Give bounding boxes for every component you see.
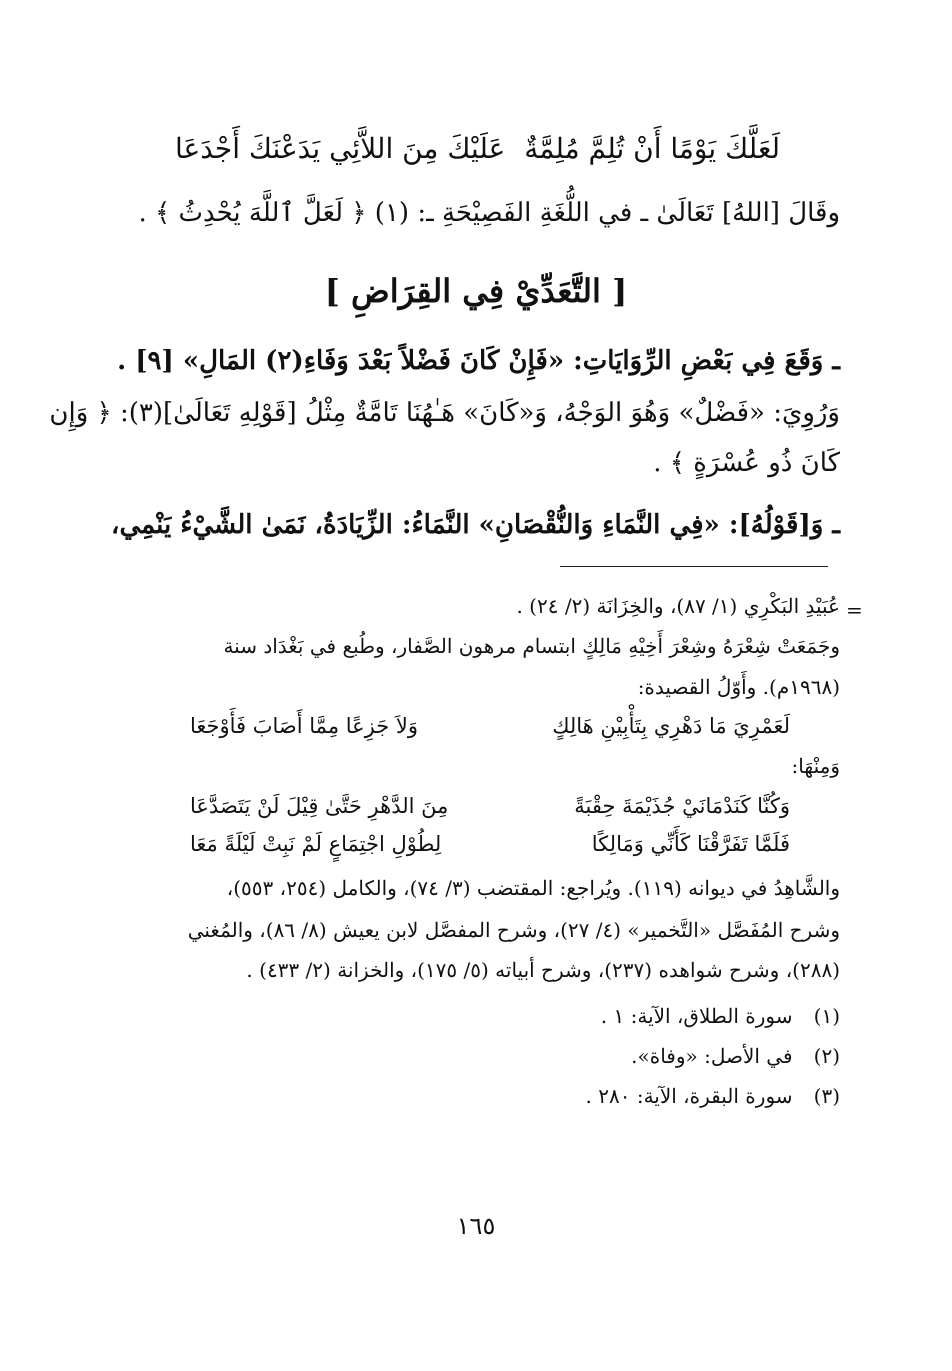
verse-second-hemistich: وَلاَ جَزِعًا مِمَّا أَصَابَ فَأَوْجَعَا xyxy=(190,714,419,738)
footnote-number: (٢) xyxy=(813,1044,840,1068)
verse-first-hemistich: وَكُنَّا كَنَدْمَانَيْ جُذَيْمَةَ حِقْبَةً xyxy=(574,794,790,818)
footnote-item-1 xyxy=(601,1004,840,1028)
verse-first-hemistich: لَعَلَّكَ يَوْمًا أَنْ تُلِمَّ مُلِمَّةٌ xyxy=(524,132,780,165)
footnote-line: (٢٨٨)، وشرح شواهده (٢٣٧)، وشرح أبياته (٥/ ١٧٥)، والخزانة (٢/ ٤٣٣) . xyxy=(246,958,840,982)
verse-second-hemistich: مِنَ الدَّهْرِ حَتَّىٰ قِيْلَ لَنْ يَتَصَدَّعَا xyxy=(190,794,449,818)
footnote-item-2 xyxy=(631,1044,840,1068)
footnote-verse xyxy=(190,714,790,748)
footnote-text: في الأصل: «وفاة». xyxy=(631,1044,793,1068)
main-text-line: كَانَ ذُو عُسْرَةٍ ﴾ . xyxy=(653,448,840,478)
footnote-line: وَمِنْهَا: xyxy=(791,754,840,778)
main-text-line: ـ وَقَعَ فِي بَعْضِ الرِّوَايَاتِ: «فَإِنْ كَانَ فَضْلاً بَعْدَ وَفَاءِ(٢) المَالِ» [٩] . xyxy=(117,346,840,376)
footnote-line: والشَّاهِدُ في ديوانه (١١٩). ويُراجع: المقتضب (٣/ ٧٤)، والكامل (٢٥٤، ٥٥٣)، xyxy=(226,876,840,900)
footnote-verse xyxy=(190,794,790,828)
footnote-line: عُبَيْدِ البَكْرِي (١/ ٨٧)، والخِزَانَة (٢/ ٢٤) . xyxy=(516,594,840,618)
verse-second-hemistich: عَلَيْكَ مِنَ اللاَّئِي يَدَعْنَكَ أَجْدَعَا xyxy=(175,132,506,165)
main-text-line: وَرُوِيَ: «فَضْلٌ» وَهُوَ الوَجْهُ، وَ«كَانَ» هَـٰهُنَا تَامَّةٌ مِثْلُ [قَوْلِهِ تَعَالَىٰ](٣): ﴿ وَإِن xyxy=(49,398,840,428)
footnote-item-3 xyxy=(586,1084,840,1108)
footnote-line: وجَمَعَتْ شِعْرَهُ وشِعْرَ أَخِيْهِ مَالِكٍ ابتسام مرهون الصَّفار، وطُبع في بَغْدَاد سنة xyxy=(223,634,840,658)
footnote-number: (١) xyxy=(813,1004,840,1028)
page-number: ١٦٥ xyxy=(456,1212,496,1240)
footnote-number: (٣) xyxy=(813,1084,840,1108)
footnote-separator xyxy=(560,566,828,567)
footnote-text: سورة الطلاق، الآية: ١ . xyxy=(600,1004,793,1028)
main-text-line: وقَالَ [اللهُ] تَعَالَىٰ ـ في اللُّغَةِ الفَصِيْحَةِ ـ: (١) ﴿ لَعَلَّ ٱللَّهَ يُحْدِثُ ﴾ . xyxy=(138,198,840,228)
section-heading: [ التَّعَدِّيْ فِي القِرَاضِ ] xyxy=(324,272,628,310)
verse-first-hemistich: فَلَمَّا تَفَرَّقْنَا كَأَنِّي وَمَالِكًا xyxy=(591,832,790,856)
footnote-verse xyxy=(190,832,790,866)
continuation-mark: = xyxy=(846,598,863,622)
main-verse xyxy=(175,132,780,178)
main-text-line: ـ وَ[قَوْلُهُ]: «فِي النَّمَاءِ وَالنُّقْصَانِ» النَّمَاءُ: الزِّيَادَةُ، نَمَىٰ الشَّيْءُ يَنْمِي، xyxy=(111,510,840,540)
footnote-text: سورة البقرة، الآية: ٢٨٠ . xyxy=(585,1084,793,1108)
footnote-line: وشرح المُفَصَّل «التَّخمير» (٤/ ٢٧)، وشرح المفصَّل لابن يعيش (٨/ ٨٦)، والمُغني xyxy=(187,918,840,942)
footnote-line: (١٩٦٨م). وأَوّلُ القصيدة: xyxy=(637,675,840,699)
verse-second-hemistich: لِطُوْلِ اجْتِمَاعٍ لَمْ نَبِتْ لَيْلَةً مَعَا xyxy=(190,832,442,856)
verse-first-hemistich: لَعَمْرِيَ مَا دَهْرِي بِتَأْبِيْنِ هَالِكٍ xyxy=(552,714,790,738)
